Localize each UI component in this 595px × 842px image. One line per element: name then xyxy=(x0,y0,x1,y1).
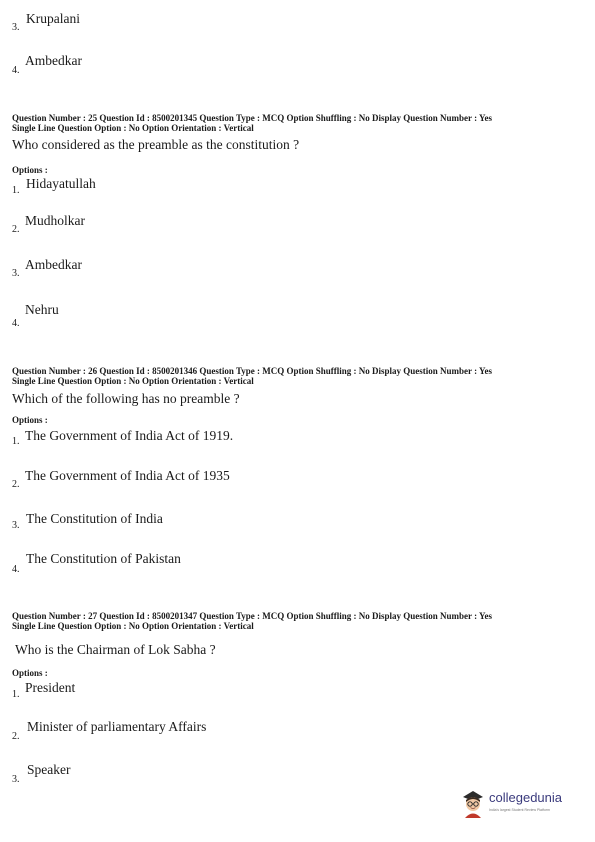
options-label: Options : xyxy=(12,668,48,678)
question-meta-line: Single Line Question Option : No Option Orientation : Vertical xyxy=(12,621,254,631)
option-text: Krupalani xyxy=(26,11,80,26)
option-text: Mudholkar xyxy=(25,213,85,228)
option-number: 1. xyxy=(12,436,20,447)
question-meta-line: Question Number : 27 Question Id : 8500201347 Question Type : MCQ Option Shuffling : No Display Question Number : Yes xyxy=(12,611,493,621)
question-meta-line: Question Number : 26 Question Id : 8500201346 Question Type : MCQ Option Shuffling : No Display Question Number : Yes xyxy=(12,366,493,376)
question-text: Which of the following has no preamble ? xyxy=(12,391,240,406)
option-text: Hidayatullah xyxy=(26,176,96,191)
option-number: 2. xyxy=(12,731,20,742)
collegedunia-tagline: India's largest Student Review Platform xyxy=(489,808,550,812)
option-text: Minister of parliamentary Affairs xyxy=(27,719,207,734)
option-text: Ambedkar xyxy=(25,53,82,68)
option-number: 3. xyxy=(12,22,20,33)
question-meta-line: Single Line Question Option : No Option Orientation : Vertical xyxy=(12,123,254,133)
option-number: 2. xyxy=(12,224,20,235)
option-number: 4. xyxy=(12,65,20,76)
collegedunia-watermark xyxy=(460,786,580,822)
student-mascot-icon xyxy=(460,788,486,818)
option-text: Nehru xyxy=(25,302,59,317)
question-meta-line: Question Number : 25 Question Id : 8500201345 Question Type : MCQ Option Shuffling : No Display Question Number : Yes xyxy=(12,113,493,123)
question-text: Who is the Chairman of Lok Sabha ? xyxy=(15,642,216,657)
option-number: 4. xyxy=(12,564,20,575)
question-meta xyxy=(12,611,492,631)
option-text: The Constitution of Pakistan xyxy=(26,551,181,566)
option-number: 4. xyxy=(12,318,20,329)
question-meta xyxy=(12,366,492,386)
options-label: Options : xyxy=(12,165,48,175)
option-text: The Government of India Act of 1919. xyxy=(25,428,234,443)
question-meta-line: Single Line Question Option : No Option Orientation : Vertical xyxy=(12,376,254,386)
option-text: President xyxy=(25,680,76,695)
option-number: 1. xyxy=(12,689,20,700)
options-label: Options : xyxy=(12,415,48,425)
option-text: The Constitution of India xyxy=(26,511,163,526)
option-text: The Government of India Act of 1935 xyxy=(25,468,230,483)
option-number: 3. xyxy=(12,268,20,279)
question-meta xyxy=(12,113,492,133)
question-text: Who considered as the preamble as the constitution ? xyxy=(12,137,300,152)
option-number: 2. xyxy=(12,479,20,490)
option-number: 1. xyxy=(12,185,20,196)
option-text: Ambedkar xyxy=(25,257,82,272)
collegedunia-logo-text: collegedunia xyxy=(489,790,563,805)
option-number: 3. xyxy=(12,774,20,785)
option-text: Speaker xyxy=(27,762,71,777)
option-number: 3. xyxy=(12,520,20,531)
